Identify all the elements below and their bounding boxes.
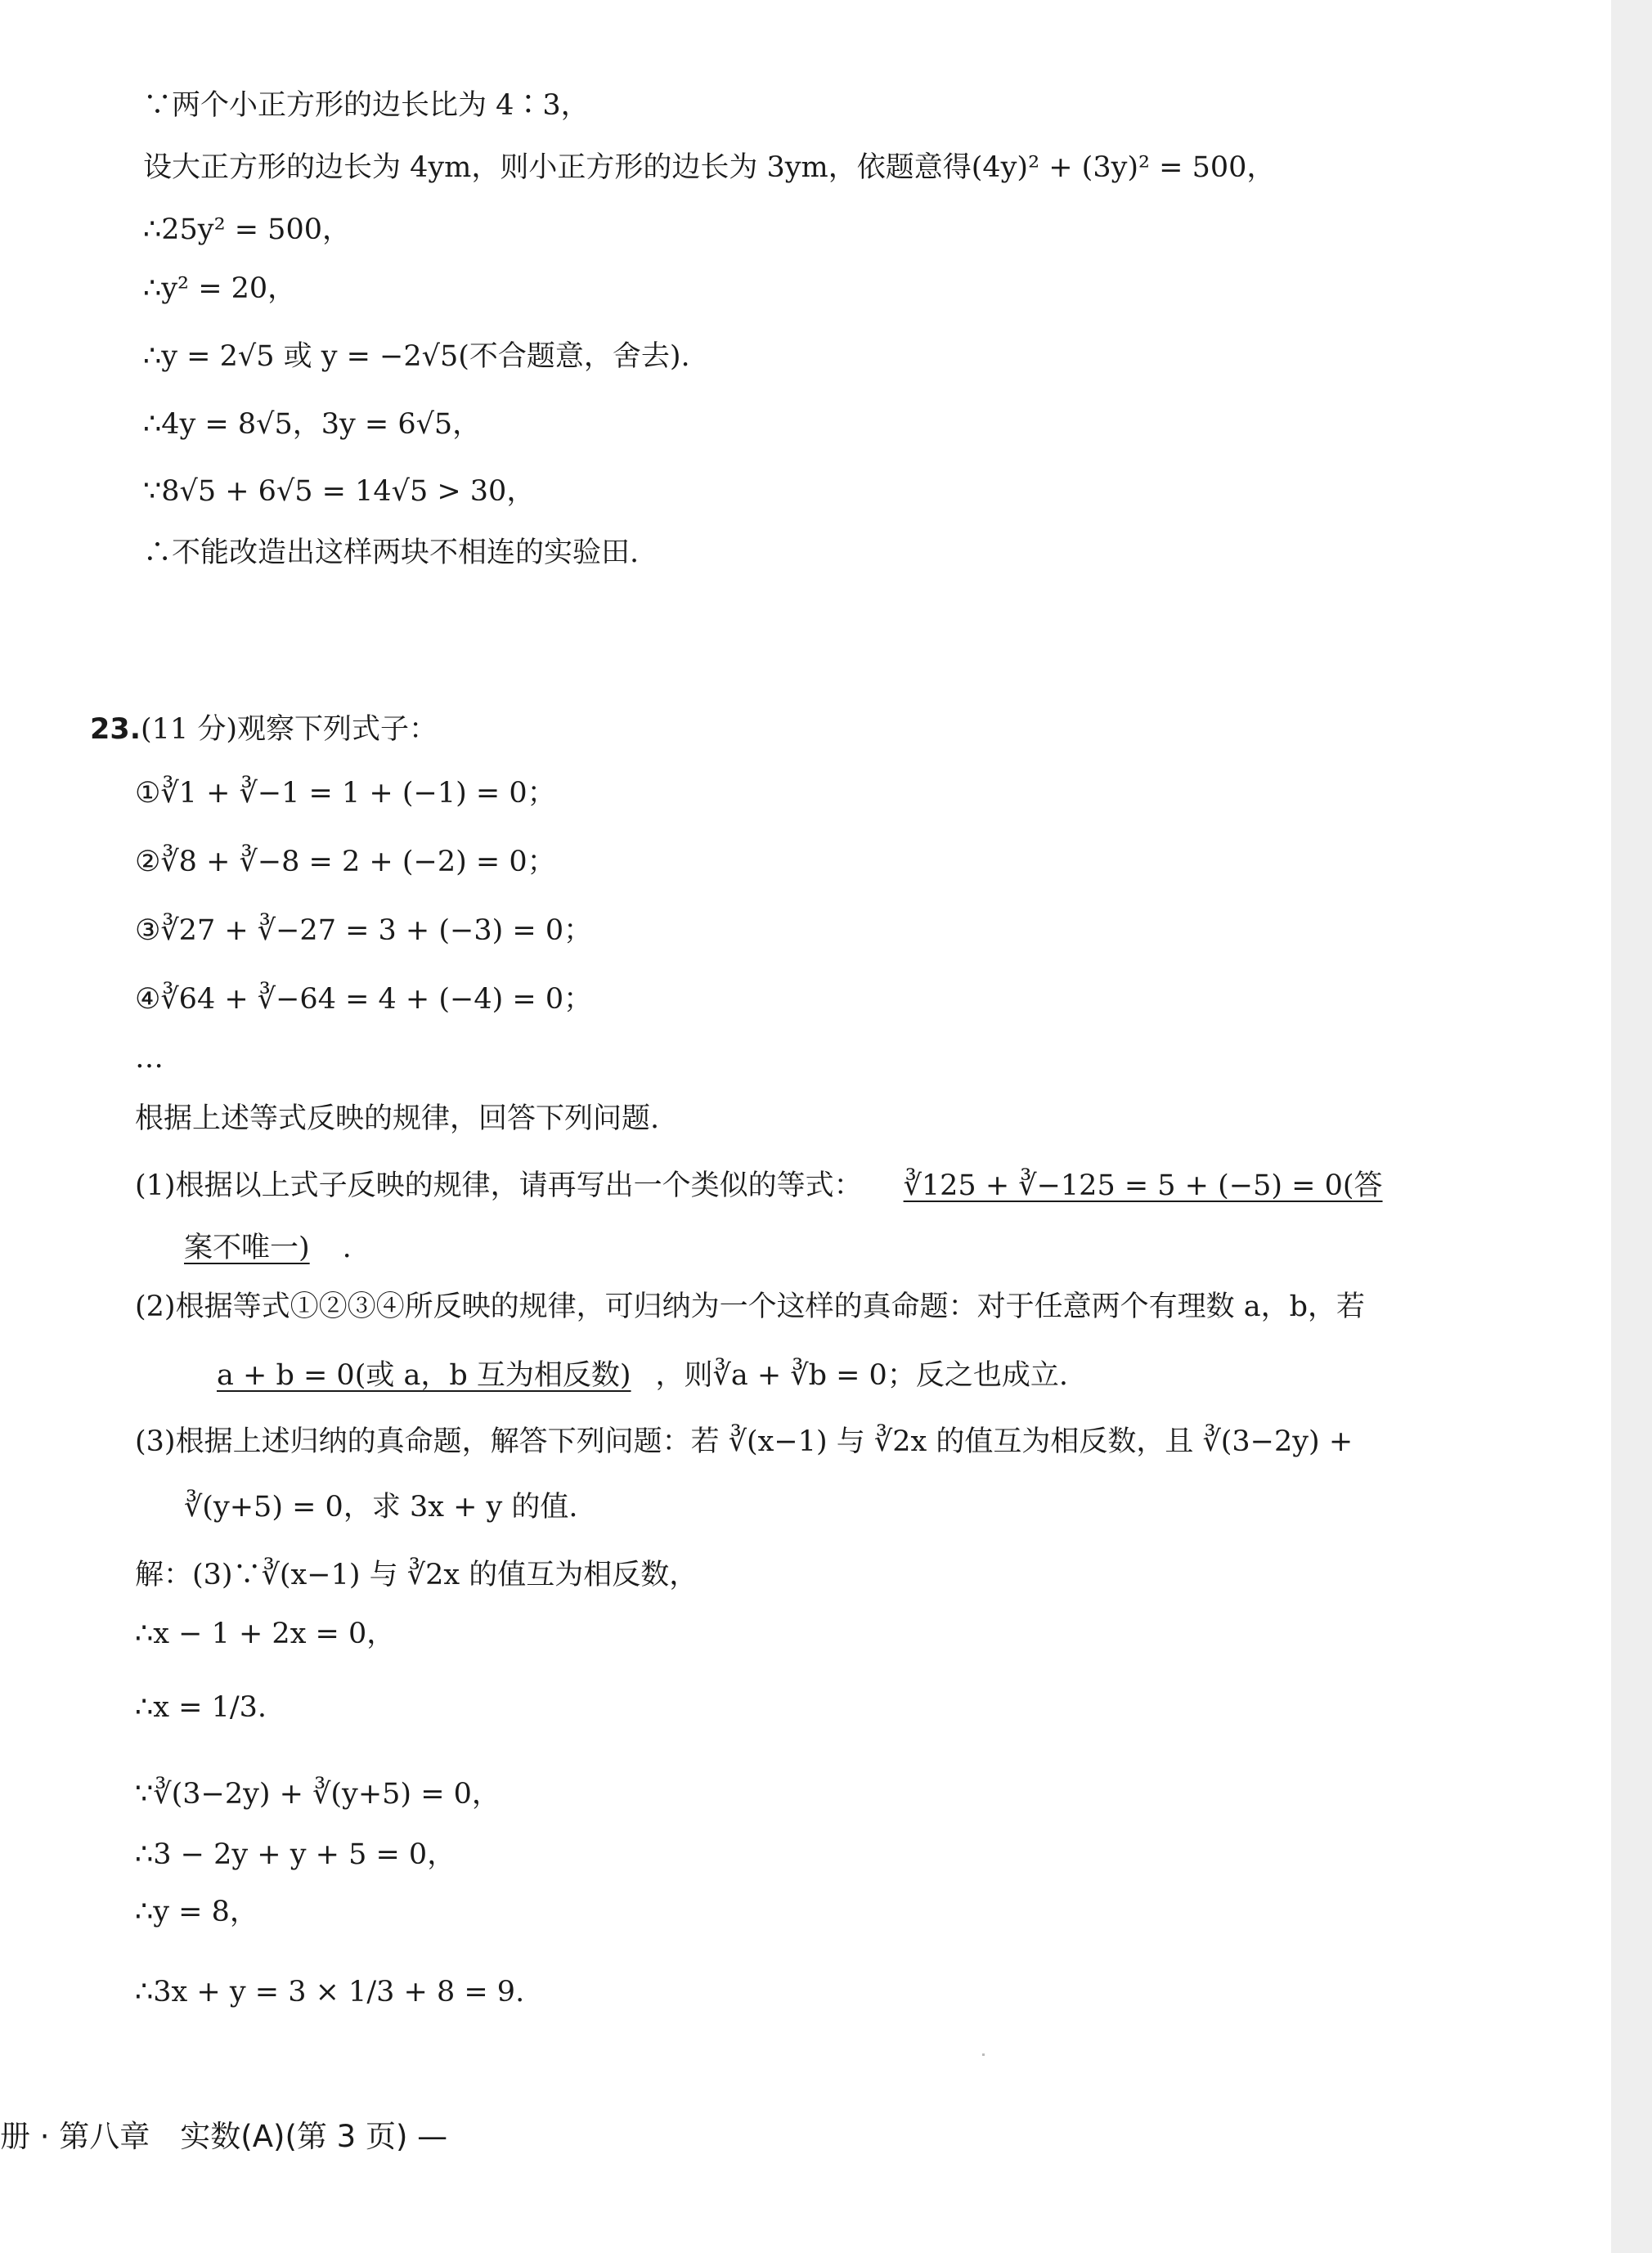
- solution-line-3: ∴x = 1/3.: [135, 1691, 267, 1724]
- prev-solution-line-6: ∴4y = 8√5，3y = 6√5，: [143, 408, 482, 441]
- part-3-line-2: ∛(y+5) = 0，求 3x + y 的值.: [184, 1491, 578, 1524]
- prev-solution-line-8: ∴不能改造出这样两块不相连的实验田.: [143, 536, 640, 569]
- prev-solution-line-2: 设大正方形的边长为 4ym，则小正方形的边长为 3ym，依题意得(4y)² + (3y)² = 500，: [143, 151, 1276, 184]
- question-number: 23.: [90, 713, 141, 746]
- part-1-answer-b: 案不唯一): [184, 1232, 310, 1264]
- prev-solution-line-3: ∴25y² = 500，: [143, 213, 351, 246]
- scan-edge: [1611, 0, 1652, 2253]
- part-2-tail: ，则∛a + ∛b = 0；反之也成立.: [655, 1359, 1068, 1392]
- prev-solution-line-5: ∴y = 2√5 或 y = −2√5(不合题意，舍去).: [143, 340, 690, 373]
- solution-line-2: ∴x − 1 + 2x = 0，: [135, 1618, 396, 1650]
- part-1-answer-a: ∛125 + ∛−125 = 5 + (−5) = 0(答: [903, 1169, 1383, 1202]
- solution-line-6: ∴y = 8，: [135, 1896, 258, 1928]
- question-stem: (11 分)观察下列式子：: [141, 713, 438, 746]
- example-4: ④∛64 + ∛−64 = 4 + (−4) = 0；: [135, 983, 593, 1016]
- solution-line-1: 解：(3)∵∛(x−1) 与 ∛2x 的值互为相反数，: [135, 1559, 698, 1591]
- example-1: ①∛1 + ∛−1 = 1 + (−1) = 0；: [135, 777, 556, 810]
- solution-line-5: ∴3 − 2y + y + 5 = 0，: [135, 1838, 456, 1871]
- part-1-line-2: [184, 1227, 352, 1269]
- part-2-line-1: (2)根据等式①②③④所反映的规律，可归纳为一个这样的真命题：对于任意两个有理数 a，b，若: [135, 1290, 1365, 1323]
- example-2: ②∛8 + ∛−8 = 2 + (−2) = 0；: [135, 846, 556, 878]
- prev-solution-line-7: ∵8√5 + 6√5 = 14√5 > 30，: [143, 475, 536, 508]
- ellipsis: …: [135, 1042, 164, 1075]
- question-23-header: [90, 708, 438, 751]
- solution-line-4: ∵∛(3−2y) + ∛(y+5) = 0，: [135, 1778, 501, 1811]
- instruction: 根据上述等式反映的规律，回答下列问题.: [135, 1102, 660, 1135]
- scan-speck: [982, 2053, 985, 2056]
- prev-solution-line-4: ∴y² = 20，: [143, 272, 297, 305]
- part-3-line-1: (3)根据上述归纳的真命题，解答下列问题：若 ∛(x−1) 与 ∛2x 的值互为相反数，且 ∛(3−2y) +: [135, 1425, 1353, 1458]
- prev-solution-line-1: ∵两个小正方形的边长比为 4∶3，: [143, 89, 590, 122]
- page-footer: 册 · 第八章 实数(A)(第 3 页) —: [0, 2119, 448, 2154]
- part-2-line-2: [184, 1354, 1068, 1397]
- part-1-tail: .: [342, 1232, 352, 1264]
- part-1-line-1: [135, 1165, 1383, 1207]
- part-2-answer: a + b = 0(或 a，b 互为相反数): [217, 1359, 631, 1392]
- solution-line-7: ∴3x + y = 3 × 1/3 + 8 = 9.: [135, 1976, 525, 2008]
- part-1-text: (1)根据以上式子反映的规律，请再写出一个类似的等式：: [135, 1169, 863, 1202]
- example-3: ③∛27 + ∛−27 = 3 + (−3) = 0；: [135, 914, 593, 947]
